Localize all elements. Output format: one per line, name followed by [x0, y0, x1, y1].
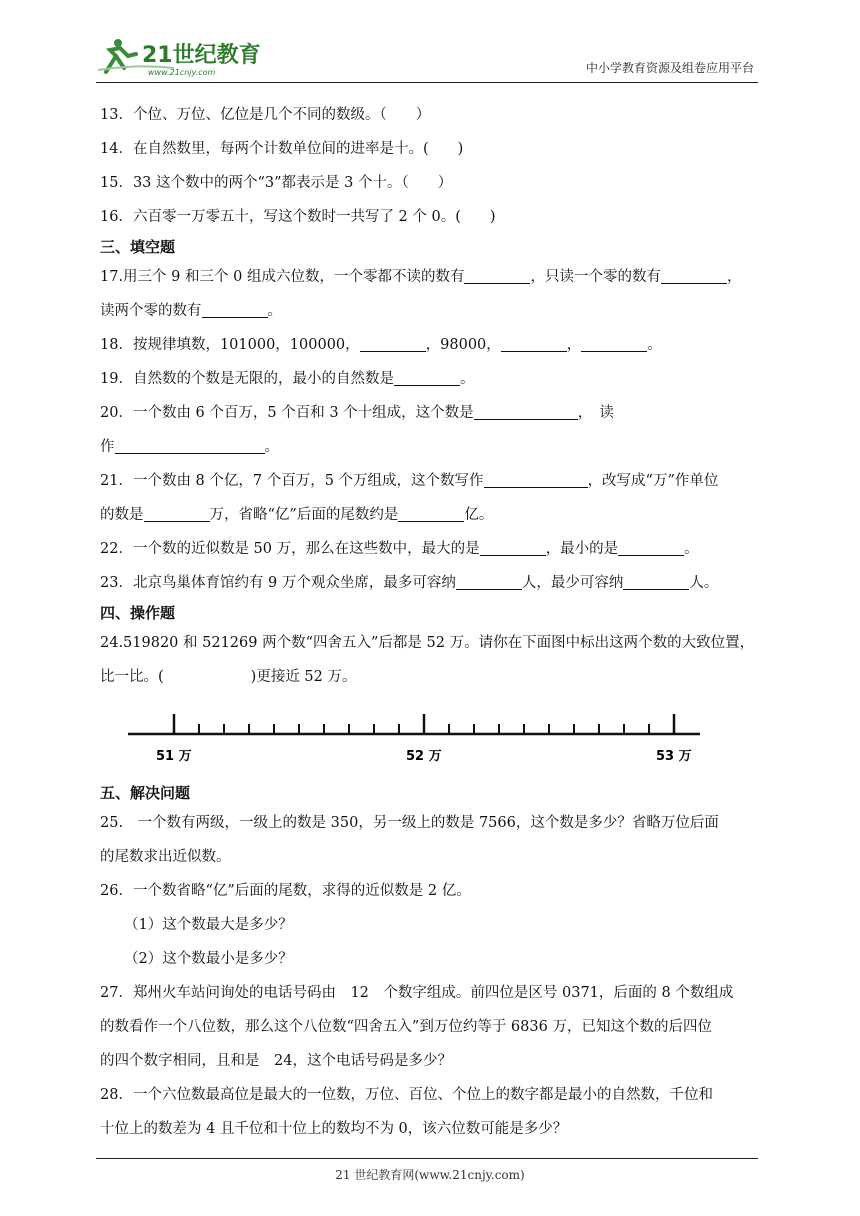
answer-blank[interactable]: [661, 267, 727, 284]
number-line: [128, 694, 708, 774]
answer-blank[interactable]: [456, 573, 522, 590]
question-18: 18．按规律填数，101000，100000， ，98000， ， 。: [100, 337, 662, 353]
question-25-line2: 的尾数求出近似数。: [100, 849, 231, 865]
question-23: 23．北京鸟巢体育馆约有 9 万个观众坐席，最多可容纳 人，最少可容纳 人。: [100, 575, 719, 591]
answer-blank[interactable]: [464, 267, 530, 284]
question-15: 15．33 这个数中的两个“3”都表示是 3 个十。（ ）: [100, 175, 453, 191]
answer-blank[interactable]: [484, 471, 588, 488]
answer-blank[interactable]: [618, 539, 684, 556]
svg-text:21世纪教育: 21世纪教育: [142, 43, 261, 68]
page-header: [96, 30, 758, 83]
answer-blank[interactable]: [398, 505, 464, 522]
answer-blank[interactable]: [623, 573, 689, 590]
header-platform-text: 中小学教育资源及组卷应用平台: [585, 61, 754, 75]
question-22: 22．一个数的近似数是 50 万，那么在这些数中，最大的是 ，最小的是 。: [100, 541, 699, 557]
number-line-figure: [100, 694, 764, 780]
section-problem-solving-title: 五、解决问题: [100, 784, 191, 802]
answer-blank[interactable]: [480, 539, 546, 556]
question-20-line2: 作 。: [100, 439, 279, 455]
exam-content: [100, 98, 764, 1146]
site-logo: [96, 34, 266, 78]
question-19: 19．自然数的个数是无限的，最小的自然数是 。: [100, 371, 475, 387]
question-26: 26．一个数省略“亿”后面的尾数，求得的近似数是 2 亿。: [100, 883, 471, 899]
section-operation-title: 四、操作题: [100, 604, 176, 622]
question-16: 16．六百零一万零五十，写这个数时一共写了 2 个 0。( ): [100, 209, 496, 225]
question-20-line1: 20．一个数由 6 个百万，5 个百和 3 个十组成，这个数是 ， 读: [100, 405, 614, 421]
question-24-line2: 比一比。( )更接近 52 万。: [100, 669, 357, 685]
label-53wan: 53 万: [656, 749, 692, 764]
answer-blank[interactable]: [501, 335, 567, 352]
question-21-line1: 21．一个数由 8 个亿，7 个百万，5 个万组成，这个数写作 ，改写成“万”作单位: [100, 473, 719, 489]
answer-blank[interactable]: [115, 437, 265, 454]
answer-blank[interactable]: [202, 301, 268, 318]
page-footer: 21 世纪教育网(www.21cnjy.com): [335, 1168, 525, 1182]
answer-blank[interactable]: [360, 335, 426, 352]
question-27-line2: 的数看作一个八位数，那么这个八位数“四舍五入”到万位约等于 6836 万，已知这个数的后四位: [100, 1019, 712, 1035]
answer-blank[interactable]: [581, 335, 647, 352]
question-28-line1: 28．一个六位数最高位是最大的一位数，万位、百位、个位上的数字都是最小的自然数，千位和: [100, 1087, 713, 1103]
question-17-line2: 读两个零的数有 。: [100, 303, 282, 319]
question-27-line1: 27．郑州火车站问询处的电话号码由 12 个数字组成。前四位是区号 0371，后面的 8 个数组成: [100, 985, 734, 1001]
question-25-line1: 25. 一个数有两级，一级上的数是 350，另一级上的数是 7566，这个数是多少？省略万位后面: [100, 815, 719, 831]
question-24-line1: 24.519820 和 521269 两个数“四舍五入”后都是 52 万。请你在下面图中标出这两个数的大致位置，: [100, 635, 755, 651]
svg-text:www.21cnjy.com: www.21cnjy.com: [148, 68, 216, 77]
question-27-line3: 的四个数字相同，且和是 24，这个电话号码是多少？: [100, 1053, 452, 1069]
answer-blank[interactable]: [144, 505, 210, 522]
question-17-line1: 17.用三个 9 和三个 0 组成六位数，一个零都不读的数有 ，只读一个零的数有 ，: [100, 269, 742, 285]
question-14: 14．在自然数里，每两个计数单位间的进率是十。( ): [100, 141, 464, 157]
label-51wan: 51 万: [156, 749, 192, 764]
question-21-line2: 的数是 万，省略“亿”后面的尾数约是 亿。: [100, 507, 494, 523]
question-13: 13．个位、万位、亿位是几个不同的数级。（ ）: [100, 107, 431, 123]
footer-rule: [96, 1158, 758, 1159]
answer-blank[interactable]: [474, 403, 578, 420]
answer-blank[interactable]: [394, 369, 460, 386]
question-28-line2: 十位上的数差为 4 且千位和十位上的数均不为 0，该六位数可能是多少？: [100, 1121, 568, 1137]
question-26-part1: （1）这个数最大是多少？: [124, 917, 293, 933]
label-52wan: 52 万: [406, 749, 442, 764]
question-26-part2: （2）这个数最小是多少？: [124, 951, 293, 967]
number-line-ticks: [174, 714, 674, 734]
section-fill-blank-title: 三、填空题: [100, 238, 176, 256]
